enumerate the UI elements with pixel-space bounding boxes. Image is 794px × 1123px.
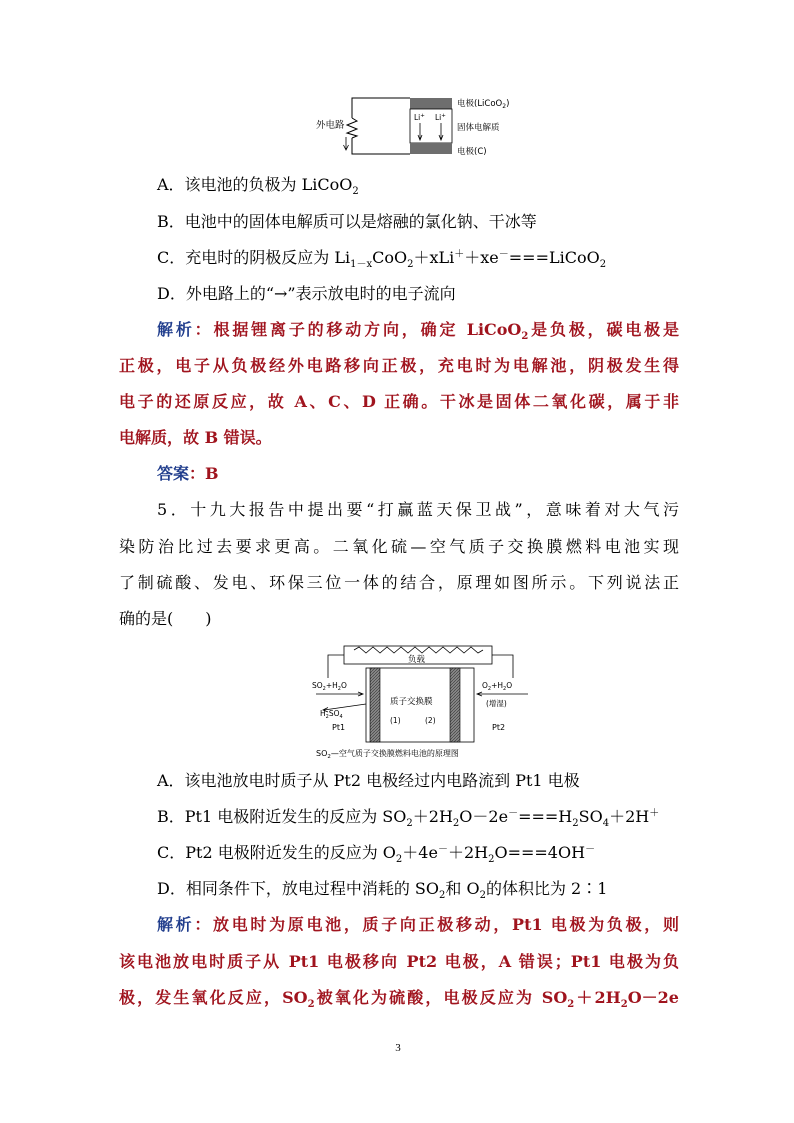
region-1-label: (1) xyxy=(390,716,401,725)
li-ion-label-1: Li+ xyxy=(414,113,425,122)
q4-analysis-line-4: 电解质，故 B 错误。 xyxy=(119,428,272,447)
humidify-label: (增湿) xyxy=(486,699,507,708)
pt1-label: Pt1 xyxy=(332,723,346,732)
external-circuit-label: 外电路 xyxy=(316,120,345,131)
region-2-label: (2) xyxy=(425,716,436,725)
q5-option-b: B．Pt1 电极附近发生的反应为 $SO_2+2H_2O-2e^-===H_2SO_4+2H^+$ xyxy=(157,807,660,829)
o2-inflow-arrow-icon xyxy=(477,692,528,696)
answer-value: ：B xyxy=(189,464,219,483)
q4-option-c: C．充电时的阴极反应为 $Li_{1-x}CoO_2+xLi^++xe^-===LiCoO_2$ xyxy=(157,248,607,270)
q4-answer xyxy=(157,464,679,484)
electrode-bottom-rect xyxy=(410,143,452,154)
figure-so2-fuel-cell xyxy=(306,644,538,760)
electrode-bottom-label: 电极(C) xyxy=(457,147,487,157)
inflow-arrow-icon xyxy=(316,692,363,696)
pt2-electrode xyxy=(450,668,460,742)
analysis-label: 解析 xyxy=(157,915,195,934)
q4-analysis-line-1: 解析：根据锂离子的移动方向，确定 LiCoO$_2$是负极，碳电极是 xyxy=(157,320,679,342)
q4-option-a: A．该电池的负极为 LiCoO$_2$ xyxy=(157,175,359,197)
q5-stem-line-3: 了制硫酸、发电、环保三位一体的结合，原理如图所示。下列说法正 xyxy=(119,573,679,592)
analysis-label: 解析 xyxy=(157,320,195,339)
page-number: 3 xyxy=(395,1042,401,1054)
current-arrow-icon xyxy=(344,137,349,150)
o2-h2o-label: $O_2+H_2O$ xyxy=(482,681,513,692)
resistor-zigzag xyxy=(347,118,357,138)
membrane-label: 质子交换膜 xyxy=(390,697,433,707)
q4-analysis-line-2: 正极，电子从负极经外电路移向正极，充电时为电解池，阴极发生得 xyxy=(119,356,679,375)
electrolyte-label: 固体电解质 xyxy=(457,123,500,133)
pt2-label: Pt2 xyxy=(492,723,506,732)
q4-option-b: B．电池中的固体电解质可以是熔融的氯化钠、干冰等 xyxy=(157,212,537,231)
h2so4-label: $H_2SO_4$ xyxy=(320,709,343,720)
load-label: 负载 xyxy=(408,655,426,665)
q5-stem-line-4: 确的是( ) xyxy=(119,609,212,628)
pt1-electrode xyxy=(370,668,380,742)
q5-analysis-line-2: 该电池放电时质子从 Pt1 电极移向 Pt2 电极，A 错误；Pt1 电极为负 xyxy=(119,952,679,971)
q4-option-d: D．外电路上的“→”表示放电时的电子流向 xyxy=(157,284,456,303)
so2-h2o-label: $SO_2+H_2O$ xyxy=(312,681,347,692)
answer-label: 答案 xyxy=(157,464,190,483)
q5-option-a: A．该电池放电时质子从 Pt2 电极经过内电路流到 Pt1 电极 xyxy=(157,771,580,790)
q5-analysis-line-3: 极，发生氧化反应，$SO_2$被氧化为硫酸，电极反应为 $SO_2+2H_2O-2e$ xyxy=(119,988,679,1010)
q5-stem-line-1: 5．十九大报告中提出要“打赢蓝天保卫战”，意味着对大气污 xyxy=(157,500,679,519)
electrode-top-rect xyxy=(410,98,452,109)
external-circuit-wire xyxy=(352,98,410,154)
figure-lithium-battery xyxy=(310,92,550,164)
q4-analysis-line-3: 电子的还原反应，故 A、C、D 正确。干冰是固体二氧化碳，属于非 xyxy=(119,392,679,411)
electrode-top-label: 电极(LiCoO$_2$) xyxy=(457,99,510,110)
q5-stem-line-2: 染防治比过去要求更高。二氧化硫—空气质子交换膜燃料电池实现 xyxy=(119,537,679,556)
q5-analysis-line-1: 解析：放电时为原电池，质子向正极移动，Pt1 电极为负极，则 xyxy=(157,915,679,934)
figure-caption: $SO_2—$空气质子交换膜燃料电池的原理图 xyxy=(316,749,459,760)
q5-option-d: D．相同条件下，放电过程中消耗的 $SO_2$和 $O_2$的体积比为 2∶1 xyxy=(157,879,608,901)
li-ion-label-2: Li+ xyxy=(435,113,446,122)
q5-option-c: C．Pt2 电极附近发生的反应为 $O_2+4e^-+2H_2O===4OH^-$ xyxy=(157,843,596,865)
